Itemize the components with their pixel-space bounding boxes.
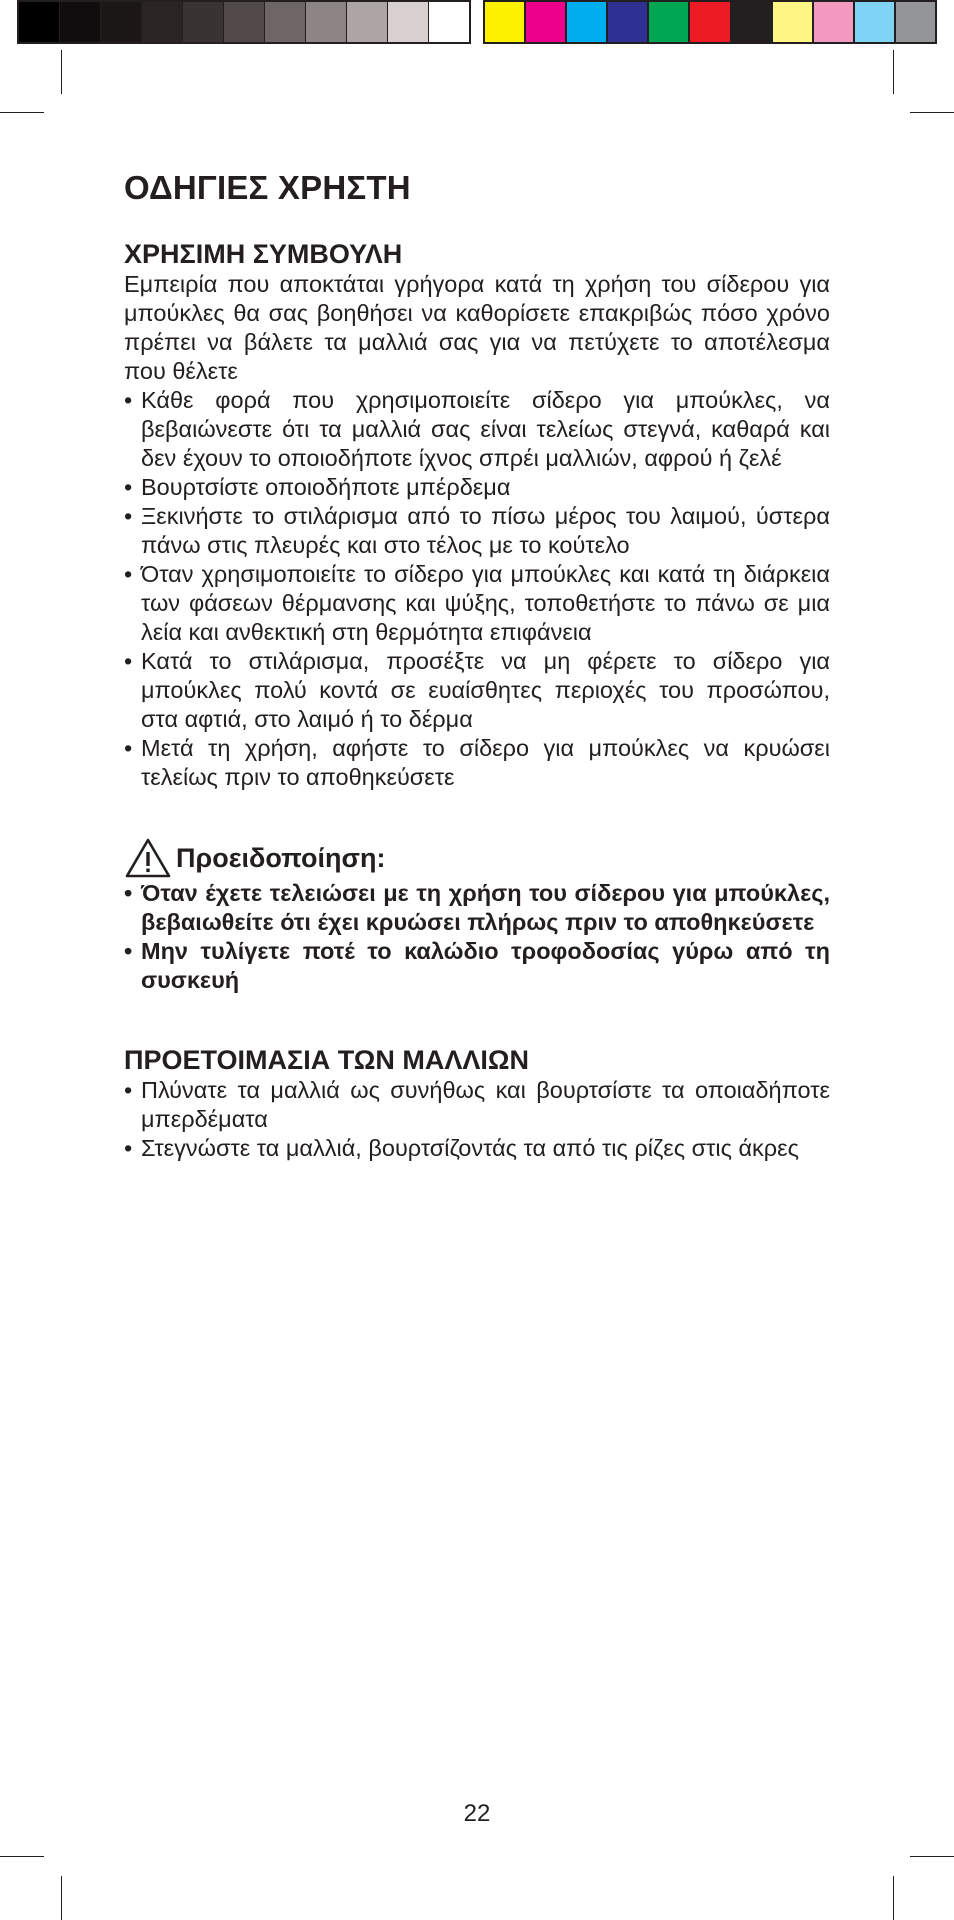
color-swatch: [812, 2, 853, 42]
color-swatch: [305, 2, 346, 42]
list-item-text: Ξεκινήστε το στιλάρισμα από το πίσω μέρος του λαιμού, ύστερα πάνω στις πλευρές και στο τέλος με το κούτελο: [141, 503, 830, 558]
document-content: [124, 168, 830, 1163]
list-item-text: Μετά τη χρήση, αφήστε το σίδερο για μπούκλες να κρυώσει τελείως πριν το αποθηκεύσετε: [141, 735, 830, 790]
color-swatch: [223, 2, 264, 42]
preparation-list: [124, 1076, 830, 1163]
color-swatch: [19, 2, 59, 42]
bullet-marker: •: [124, 561, 133, 587]
color-swatch: [182, 2, 223, 42]
list-item-text: Πλύνατε τα μαλλιά ως συνήθως και βουρτσίστε τα οποιαδήποτε μπερδέματα: [141, 1077, 830, 1132]
list-item: [124, 473, 830, 502]
tip-intro: Εμπειρία που αποκτάται γρήγορα κατά τη χρήση του σίδερου για μπούκλες θα σας βοηθήσει να καθορίσετε επακριβώς πόσο χρόνο πρέπει να βάλετε τα μαλλιά σας για να πετύχετε το αποτέλεσμα που θέλετε: [124, 271, 830, 384]
bullet-marker: •: [124, 648, 133, 674]
list-item: [124, 386, 830, 473]
bullet-marker: •: [124, 503, 133, 529]
color-swatch: [428, 2, 469, 42]
color-swatch: [141, 2, 182, 42]
list-item-text: Όταν χρησιμοποιείτε το σίδερο για μπούκλες και κατά τη διάρκεια των φάσεων θέρμανσης και ψύξης, τοποθετήστε το πάνω σε μια λεία και ανθεκτική στη θερμότητα επιφάνεια: [141, 561, 830, 645]
list-item-text: Στεγνώστε τα μαλλιά, βουρτσίζοντάς τα από τις ρίζες στις άκρες: [141, 1135, 799, 1161]
warning-title: Προειδοποίηση:: [176, 842, 386, 873]
bullet-marker: •: [124, 1135, 133, 1161]
color-swatch: [485, 2, 524, 42]
list-item-text: Όταν έχετε τελειώσει με τη χρήση του σίδερου για μπούκλες, βεβαιωθείτε ότι έχει κρυώσει πλήρως πριν το αποθηκεύσετε: [141, 880, 830, 935]
color-swatch: [647, 2, 688, 42]
crop-mark: [910, 1856, 954, 1857]
list-item: [124, 560, 830, 647]
list-item-text: Κάθε φορά που χρησιμοποιείτε σίδερο για μπούκλες, να βεβαιώνεστε ότι τα μαλλιά σας είναι τελείως στεγνά, καθαρά και δεν έχουν το οποιοδήποτε ίχνος σπρέι μαλλιών, αφρού ή ζελέ: [141, 387, 830, 471]
list-item: [124, 1134, 830, 1163]
list-item: [124, 734, 830, 792]
crop-mark: [61, 50, 62, 94]
list-item: [124, 937, 830, 995]
tip-heading: ΧΡΗΣΙΜΗ ΣΥΜΒΟΥΛΗ: [124, 239, 403, 269]
crop-mark: [893, 50, 894, 94]
process-color-bar: [483, 0, 937, 44]
warning-list: [124, 879, 830, 995]
warning-heading: [124, 837, 830, 879]
page-number: 22: [463, 1800, 491, 1827]
grayscale-color-bar: [17, 0, 471, 44]
crop-mark: [61, 1876, 62, 1920]
color-swatch: [346, 2, 387, 42]
color-swatch: [387, 2, 428, 42]
preparation-heading: ΠΡΟΕΤΟΙΜΑΣΙΑ ΤΩΝ ΜΑΛΛΙΩΝ: [124, 1045, 530, 1075]
bullet-marker: •: [124, 735, 133, 761]
tip-list: [124, 386, 830, 792]
list-item: [124, 879, 830, 937]
color-swatch: [524, 2, 565, 42]
bullet-marker: •: [124, 1077, 133, 1103]
warning-triangle-icon: [124, 837, 172, 879]
crop-mark: [893, 1876, 894, 1920]
color-swatch: [264, 2, 305, 42]
bullet-marker: •: [124, 880, 133, 906]
crop-mark: [0, 1856, 44, 1857]
color-swatch: [688, 2, 729, 42]
color-swatch: [853, 2, 894, 42]
color-swatch: [894, 2, 935, 42]
color-swatch: [730, 2, 771, 42]
list-item-text: Βουρτσίστε οποιοδήποτε μπέρδεμα: [141, 474, 511, 500]
list-item: [124, 1076, 830, 1134]
crop-mark: [0, 112, 44, 113]
color-swatch: [100, 2, 141, 42]
color-swatch: [565, 2, 606, 42]
list-item-text: Κατά το στιλάρισμα, προσέξτε να μη φέρετε το σίδερο για μπούκλες πολύ κοντά σε ευαίσθητες περιοχές του προσώπου, στα αφτιά, στο λαιμό ή το δέρμα: [141, 648, 830, 732]
list-item: [124, 647, 830, 734]
crop-mark: [910, 112, 954, 113]
bullet-marker: •: [124, 938, 133, 964]
color-swatch: [606, 2, 647, 42]
list-item: [124, 502, 830, 560]
document-title: ΟΔΗΓΙΕΣ ΧΡΗΣΤΗ: [124, 169, 411, 206]
bullet-marker: •: [124, 387, 133, 413]
color-swatch: [771, 2, 812, 42]
bullet-marker: •: [124, 474, 133, 500]
list-item-text: Μην τυλίγετε ποτέ το καλώδιο τροφοδοσίας γύρω από τη συσκευή: [141, 938, 830, 993]
color-swatch: [59, 2, 100, 42]
